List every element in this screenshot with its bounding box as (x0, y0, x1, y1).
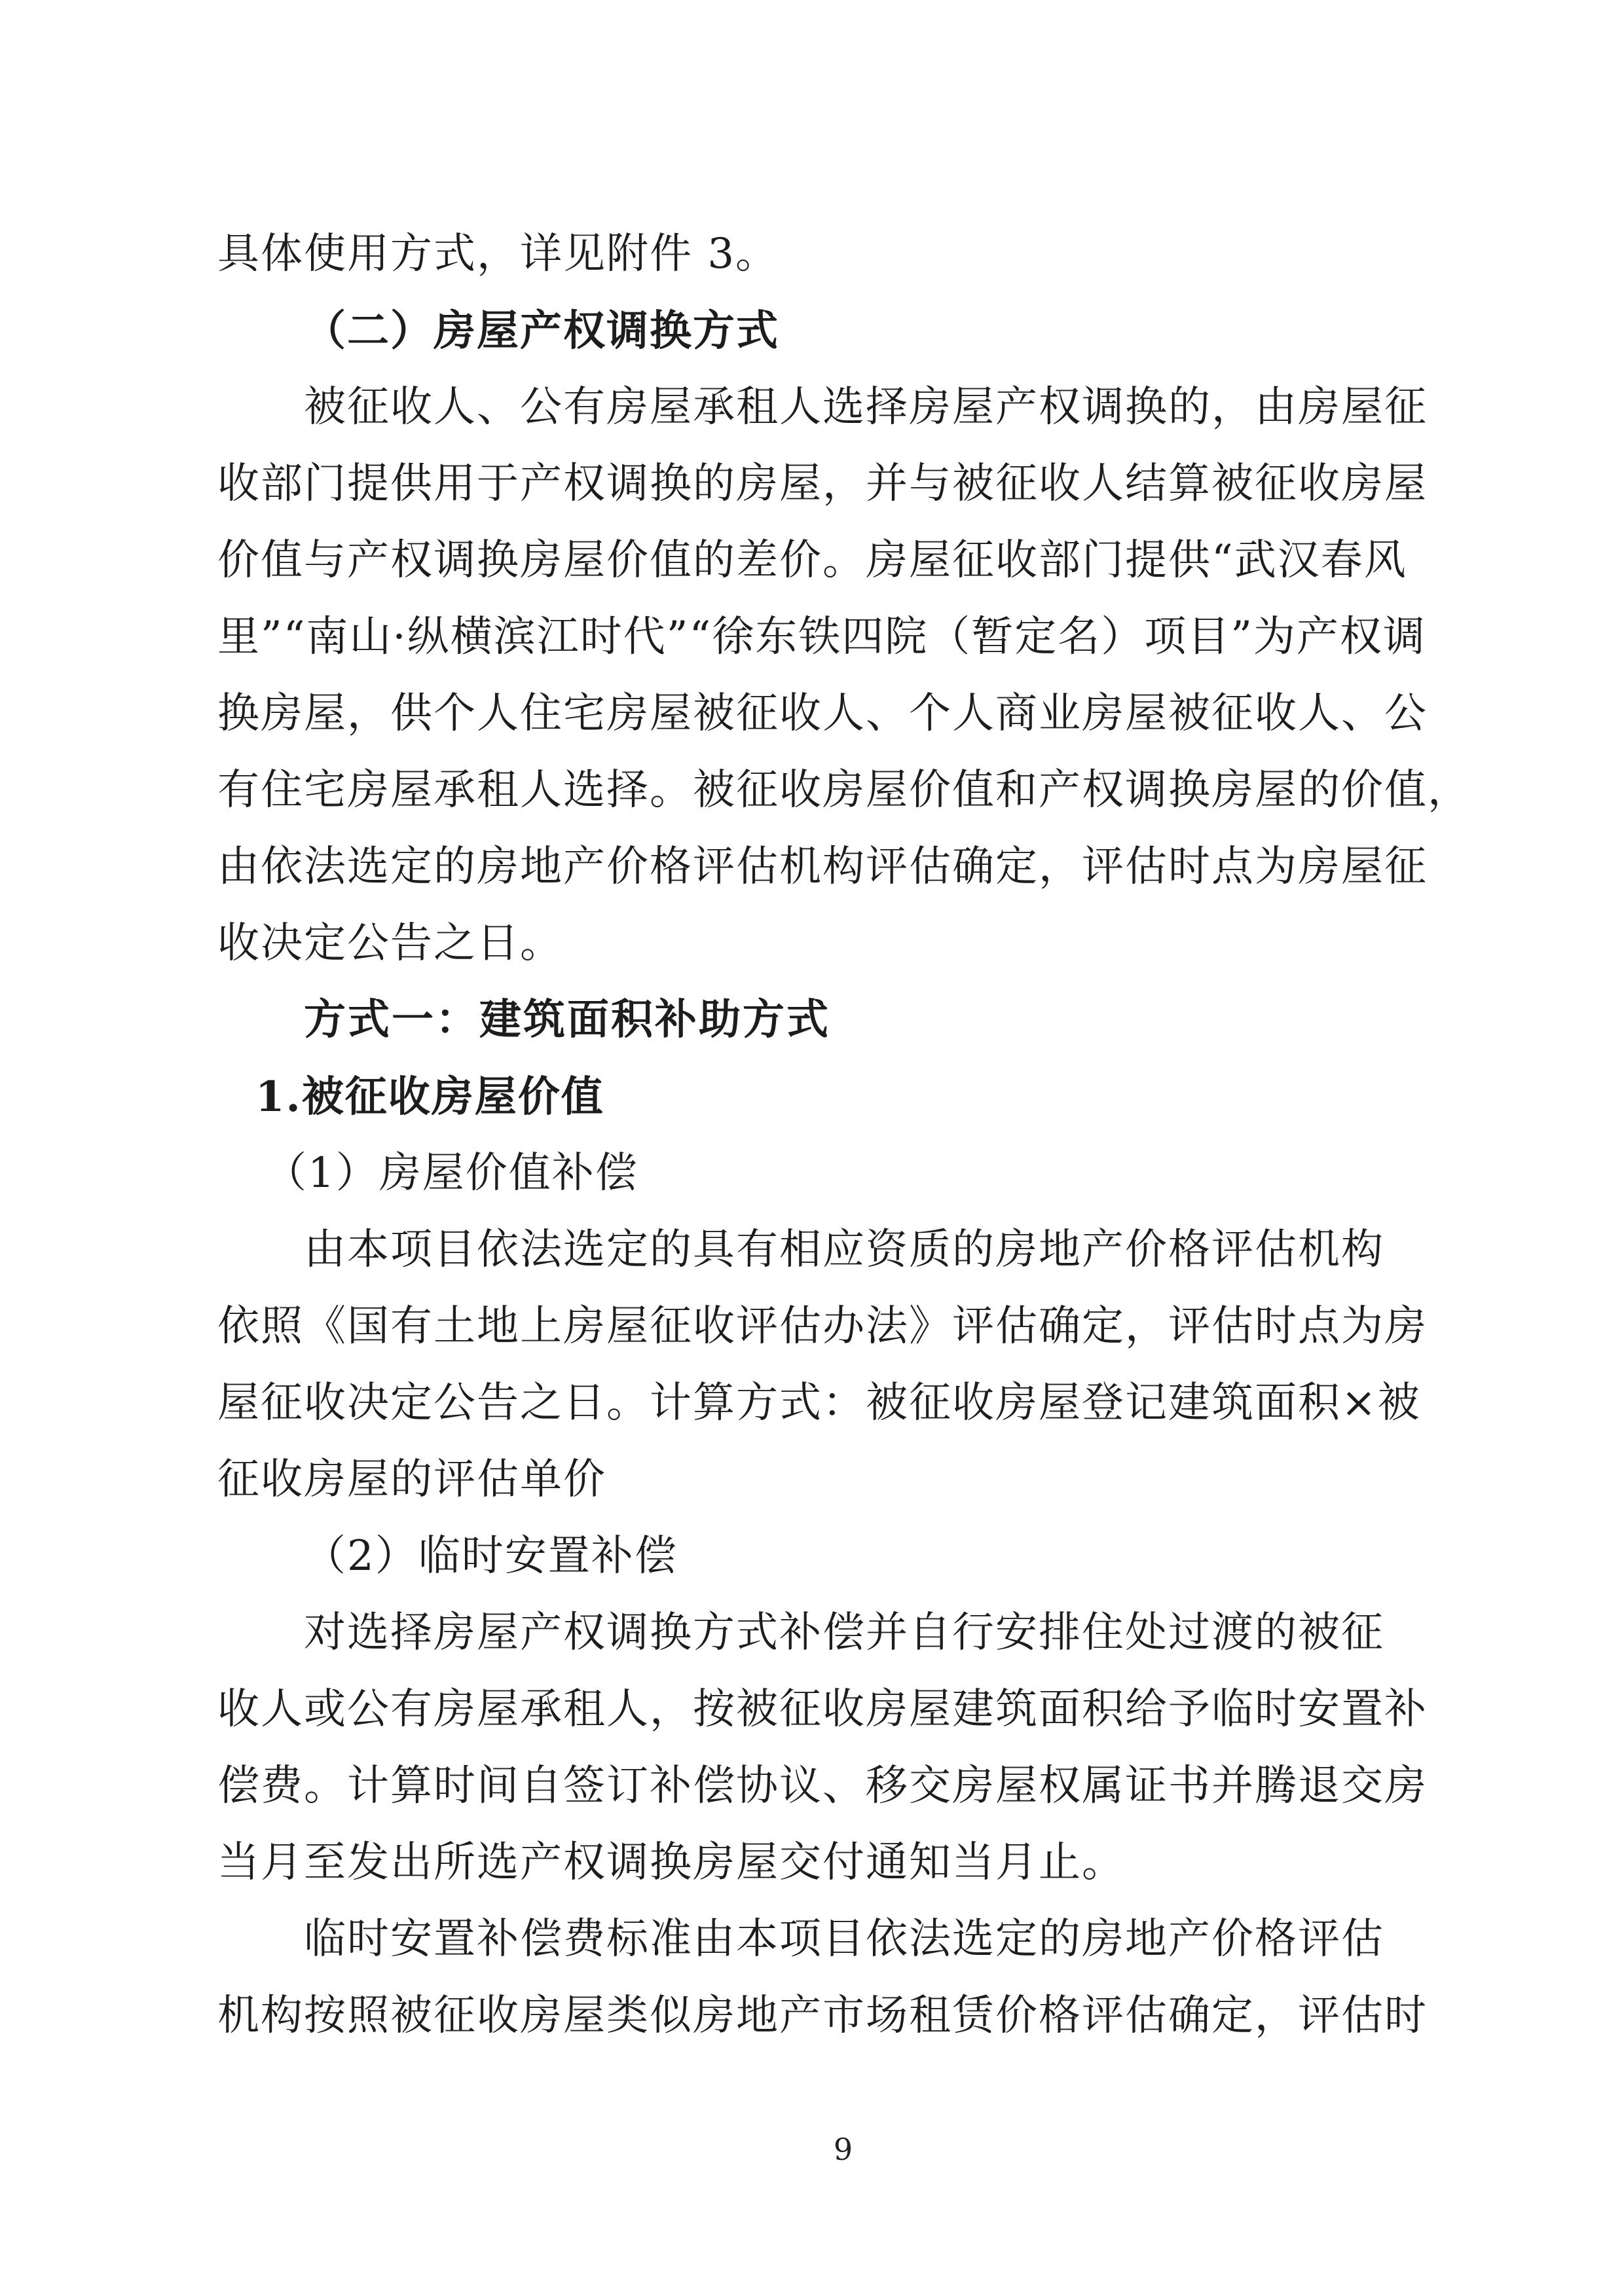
text-line: 价值与产权调换房屋价值的差价。房屋征收部门提供“武汉春风 (217, 536, 1407, 585)
text-line: 收决定公告之日。 (217, 919, 563, 968)
text-line: 由本项目依法选定的具有相应资质的房地产价格评估机构 (304, 1226, 1384, 1274)
text-line: 对选择房屋产权调换方式补偿并自行安排住处过渡的被征 (304, 1609, 1384, 1657)
text-line: 当月至发出所选产权调换房屋交付通知当月止。 (217, 1838, 1125, 1887)
text-line: 由依法选定的房地产价格评估机构评估确定，评估时点为房屋征 (217, 843, 1428, 891)
text-line: 换房屋，供个人住宅房屋被征收人、个人商业房屋被征收人、公 (217, 689, 1428, 738)
text-line: 方式一：建筑面积补助方式 (304, 996, 830, 1044)
text-line: 屋征收决定公告之日。计算方式：被征收房屋登记建筑面积×被 (217, 1379, 1421, 1427)
text-line: 被征收人、公有房屋承租人选择房屋产权调换的，由房屋征 (304, 383, 1428, 431)
text-line: 具体使用方式，详见附件 3。 (217, 230, 779, 278)
text-line: 机构按照被征收房屋类似房地产市场租赁价格评估确定，评估时 (217, 1992, 1428, 2040)
document-body (217, 216, 1471, 2054)
text-line: 收人或公有房屋承租人，按被征收房屋建筑面积给予临时安置补 (217, 1685, 1428, 1734)
text-line: 有住宅房屋承租人选择。被征收房屋价值和产权调换房屋的价值， (217, 766, 1471, 814)
text-line: 里”“南山·纵横滨江时代”“徐东铁四院（暂定名）项目”为产权调 (217, 613, 1426, 661)
text-line: 依照《国有土地上房屋征收评估办法》评估确定，评估时点为房 (217, 1302, 1428, 1351)
text-line: 1.被征收房屋价值 (255, 1072, 604, 1121)
text-line: （二）房屋产权调换方式 (304, 306, 779, 355)
text-line: 偿费。计算时间自签订补偿协议、移交房屋权属证书并腾退交房 (217, 1762, 1428, 1810)
text-line: 收部门提供用于产权调换的房屋，并与被征收人结算被征收房屋 (217, 460, 1428, 508)
text-line: （2）临时安置补偿 (304, 1532, 678, 1580)
text-line: 征收房屋的评估单价 (217, 1455, 606, 1504)
text-line: （1）房屋价值补偿 (265, 1149, 638, 1197)
page-number: 9 (833, 2132, 853, 2167)
text-line: 临时安置补偿费标准由本项目依法选定的房地产价格评估 (304, 1915, 1384, 1963)
